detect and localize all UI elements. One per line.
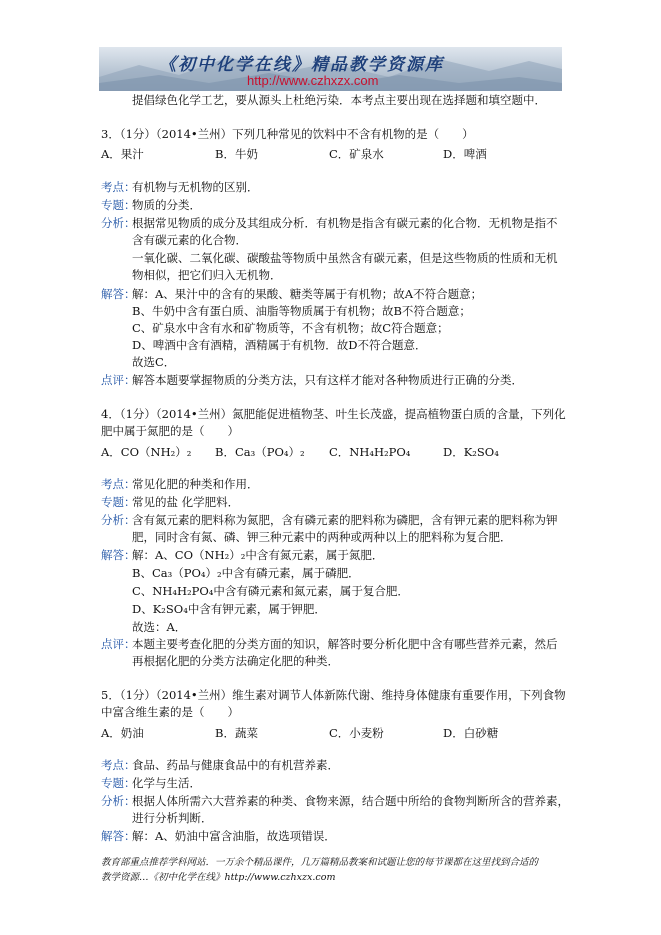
q5-option-b: B．蔬菜 bbox=[215, 726, 258, 740]
q4-jieda-label: 解答： bbox=[101, 548, 136, 562]
q5-fenxi-line: 根据人体所需六大营养素的种类、食物来源，结合题中所给的食物判断所含的营养素， bbox=[132, 794, 569, 808]
q4-fenxi-line: 含有氮元素的肥料称为氮肥，含有磷元素的肥料称为磷肥，含有钾元素的肥料称为钾 bbox=[132, 513, 558, 527]
q4-jieda-line: D、K₂SO₄中含有钾元素，属于钾肥． bbox=[132, 602, 326, 616]
q4-zhuanti-label: 专题： bbox=[101, 495, 136, 509]
q4-kaodian: 常见化肥的种类和作用． bbox=[132, 477, 259, 491]
q5-option-a: A．奶油 bbox=[101, 726, 144, 740]
q4-stem-line: 4．（1分）（2014•兰州）氮肥能促进植物茎、叶生长茂盛，提高植物蛋白质的含量，下列化 bbox=[101, 407, 566, 421]
q4-stem-line: 肥中属于氮肥的是（ ） bbox=[101, 424, 239, 438]
q3-option-c: C．矿泉水 bbox=[329, 147, 384, 161]
q3-fenxi-line: 物相似，把它们归入无机物． bbox=[132, 268, 282, 282]
q5-fenxi-label: 分析： bbox=[101, 794, 136, 808]
q3-fenxi-line: 一氧化碳、二氧化碳、碳酸盐等物质中虽然含有碳元素，但是这些物质的性质和无机 bbox=[132, 251, 558, 265]
q3-jieda-line: 故选C． bbox=[132, 355, 176, 369]
q4-jieda-line: C、NH₄H₂PO₄中含有磷元素和氮元素，属于复合肥． bbox=[132, 584, 409, 598]
q4-dianping-label: 点评： bbox=[101, 637, 136, 651]
q5-stem-line: 中富含维生素的是（ ） bbox=[101, 705, 239, 719]
q3-jieda-label: 解答： bbox=[101, 287, 136, 301]
q4-fenxi-label: 分析： bbox=[101, 513, 136, 527]
q5-fenxi-line: 进行分析判断． bbox=[132, 811, 213, 825]
q4-fenxi-line: 肥，同时含有氮、磷、钾三种元素中的两种或两种以上的肥料称为复合肥． bbox=[132, 530, 512, 544]
footer-line: 教学资源…《初中化学在线》http://www.czhxzx.com bbox=[101, 872, 336, 883]
q4-jieda-line: 解：A、CO（NH₂）₂中含有氮元素，属于氮肥． bbox=[132, 548, 384, 562]
intro-line: 提倡绿色化学工艺，要从源头上杜绝污染．本考点主要出现在选择题和填空题中． bbox=[132, 93, 546, 107]
q5-kaodian-label: 考点： bbox=[101, 758, 136, 772]
q3-kaodian: 有机物与无机物的区别． bbox=[132, 180, 259, 194]
q4-dianping-line: 再根据化肥的分类方法确定化肥的种类． bbox=[132, 654, 339, 668]
q5-option-d: D．白砂糖 bbox=[443, 726, 499, 740]
q3-dianping-label: 点评： bbox=[101, 373, 136, 387]
q4-option-a: A．CO（NH₂）₂ bbox=[101, 445, 192, 459]
q3-stem: 3．（1分）（2014•兰州）下列几种常见的饮料中不含有机物的是（ ） bbox=[101, 127, 474, 141]
q3-option-b: B．牛奶 bbox=[215, 147, 258, 161]
header-banner bbox=[99, 47, 562, 91]
q5-zhuanti: 化学与生活． bbox=[132, 776, 201, 790]
banner-url[interactable]: http://www.czhxzx.com bbox=[247, 73, 379, 88]
q3-zhuanti-label: 专题： bbox=[101, 198, 136, 212]
q4-option-c: C．NH₄H₂PO₄ bbox=[329, 445, 411, 459]
q3-fenxi-line: 含有碳元素的化合物． bbox=[132, 233, 247, 247]
q3-zhuanti: 物质的分类． bbox=[132, 198, 201, 212]
q4-jieda-line: 故选：A． bbox=[132, 620, 187, 634]
q3-kaodian-label: 考点： bbox=[101, 180, 136, 194]
q3-option-a: A．果汁 bbox=[101, 147, 144, 161]
q5-kaodian: 食品、药品与健康食品中的有机营养素． bbox=[132, 758, 339, 772]
q4-option-b: B．Ca₃（PO₄）₂ bbox=[215, 445, 305, 459]
q4-dianping-line: 本题主要考查化肥的分类方面的知识，解答时要分析化肥中含有哪些营养元素，然后 bbox=[132, 637, 558, 651]
q3-fenxi-line: 根据常见物质的成分及其组成分析．有机物是指含有碳元素的化合物．无机物是指不 bbox=[132, 216, 558, 230]
q3-dianping: 解答本题要掌握物质的分类方法，只有这样才能对各种物质进行正确的分类． bbox=[132, 373, 523, 387]
q4-kaodian-label: 考点： bbox=[101, 477, 136, 491]
q4-option-d: D．K₂SO₄ bbox=[443, 445, 499, 459]
footer-line: 教育部重点推荐学科网站．一万余个精品课件，几万篇精品教案和试题让您的每节课都在这里找到合适的 bbox=[101, 857, 539, 868]
q4-zhuanti: 常见的盐 化学肥料． bbox=[132, 495, 240, 509]
q3-option-d: D．啤酒 bbox=[443, 147, 487, 161]
q4-jieda-line: B、Ca₃（PO₄）₂中含有磷元素，属于磷肥． bbox=[132, 566, 360, 580]
banner-title: 《初中化学在线》精品教学资源库 bbox=[159, 55, 444, 75]
q3-jieda-line: B、牛奶中含有蛋白质、油脂等物质属于有机物；故B不符合题意； bbox=[132, 304, 471, 318]
q5-jieda: 解：A、奶油中富含油脂，故选项错误． bbox=[132, 829, 336, 843]
q5-option-c: C．小麦粉 bbox=[329, 726, 384, 740]
q3-jieda-line: D、啤酒中含有酒精，酒精属于有机物．故D不符合题意． bbox=[132, 338, 427, 352]
q5-stem-line: 5．（1分）（2014•兰州）维生素对调节人体新陈代谢、维持身体健康有重要作用，下列食物 bbox=[101, 688, 566, 702]
q5-zhuanti-label: 专题： bbox=[101, 776, 136, 790]
q5-jieda-label: 解答： bbox=[101, 829, 136, 843]
q3-jieda-line: 解：A、果汁中的含有的果酸、糖类等属于有机物；故A不符合题意； bbox=[132, 287, 483, 301]
q3-fenxi-label: 分析： bbox=[101, 216, 136, 230]
q3-jieda-line: C、矿泉水中含有水和矿物质等，不含有机物；故C符合题意； bbox=[132, 321, 449, 335]
